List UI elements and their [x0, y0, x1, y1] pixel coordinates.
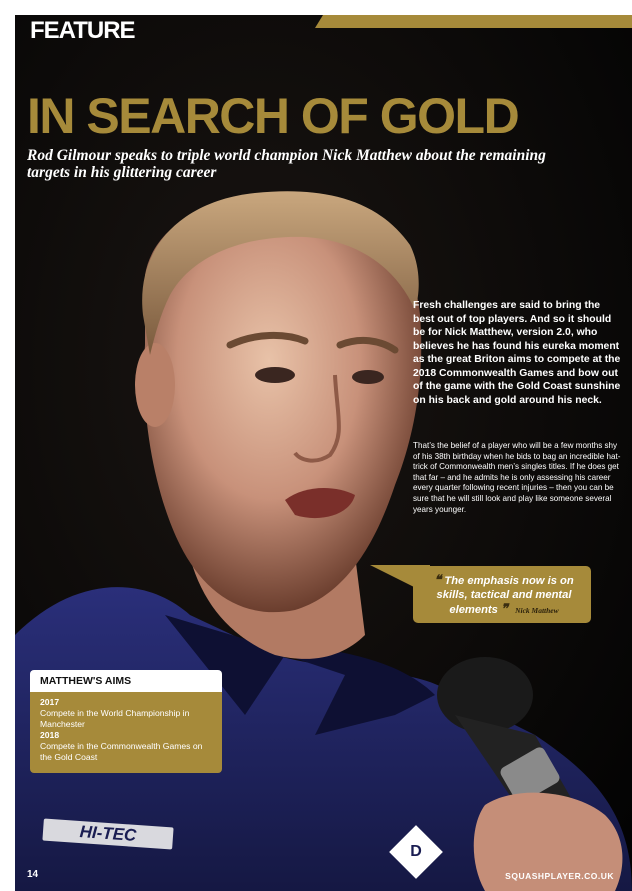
article-intro: Fresh challenges are said to bring the best out of top players. And so it should be for Nick Matthew, version 2.0, who believes he has found his eureka moment as the great Briton aims to compete at the 2018 Commonwealth Games and bow out of the game with the Gold Coast sunshine on his back and gold around his neck. [413, 300, 621, 406]
article-body: That’s the belief of a player who will be a few months shy of his 38th birthday when he bids to bag an incredible hat-trick of Commonwealth men’s singles titles. If he does get that far – and he admits he is only assessing his career every quarter following recent injuries – then you can be sure that he will still look and play like someone several years younger. [413, 441, 621, 514]
pull-quote [413, 566, 591, 623]
aims-box [30, 670, 222, 773]
pull-quote-text: The emphasis now is on skills, tactical and mental elements [436, 575, 574, 616]
article-title: IN SEARCH OF GOLD [27, 88, 519, 144]
magazine-page [15, 15, 632, 891]
aims-list [30, 692, 222, 773]
site-url: SQUASHPLAYER.CO.UK [505, 871, 614, 881]
quote-open-icon: ❝ [434, 572, 442, 587]
section-label: FEATURE [30, 17, 135, 44]
dunlop-logo-letter: D [410, 843, 422, 860]
header-gold-strip [315, 15, 632, 28]
aims-heading: MATTHEW'S AIMS [30, 670, 222, 692]
aims-text: Compete in the Commonwealth Games on the Gold Coast [40, 741, 203, 762]
aims-text: Compete in the World Championship in Manchester [40, 708, 190, 729]
pull-quote-content [421, 573, 587, 618]
quote-close-icon: ❞ [500, 601, 508, 616]
pull-quote-attribution: Nick Matthew [515, 606, 559, 615]
aims-year: 2018 [40, 730, 60, 740]
article-subtitle: Rod Gilmour speaks to triple world champion Nick Matthew about the remaining targets in his glittering career [27, 147, 546, 181]
page-number: 14 [27, 869, 39, 880]
shirt-sponsor-logo: HI-TEC [42, 818, 173, 849]
aims-year: 2017 [40, 697, 60, 707]
